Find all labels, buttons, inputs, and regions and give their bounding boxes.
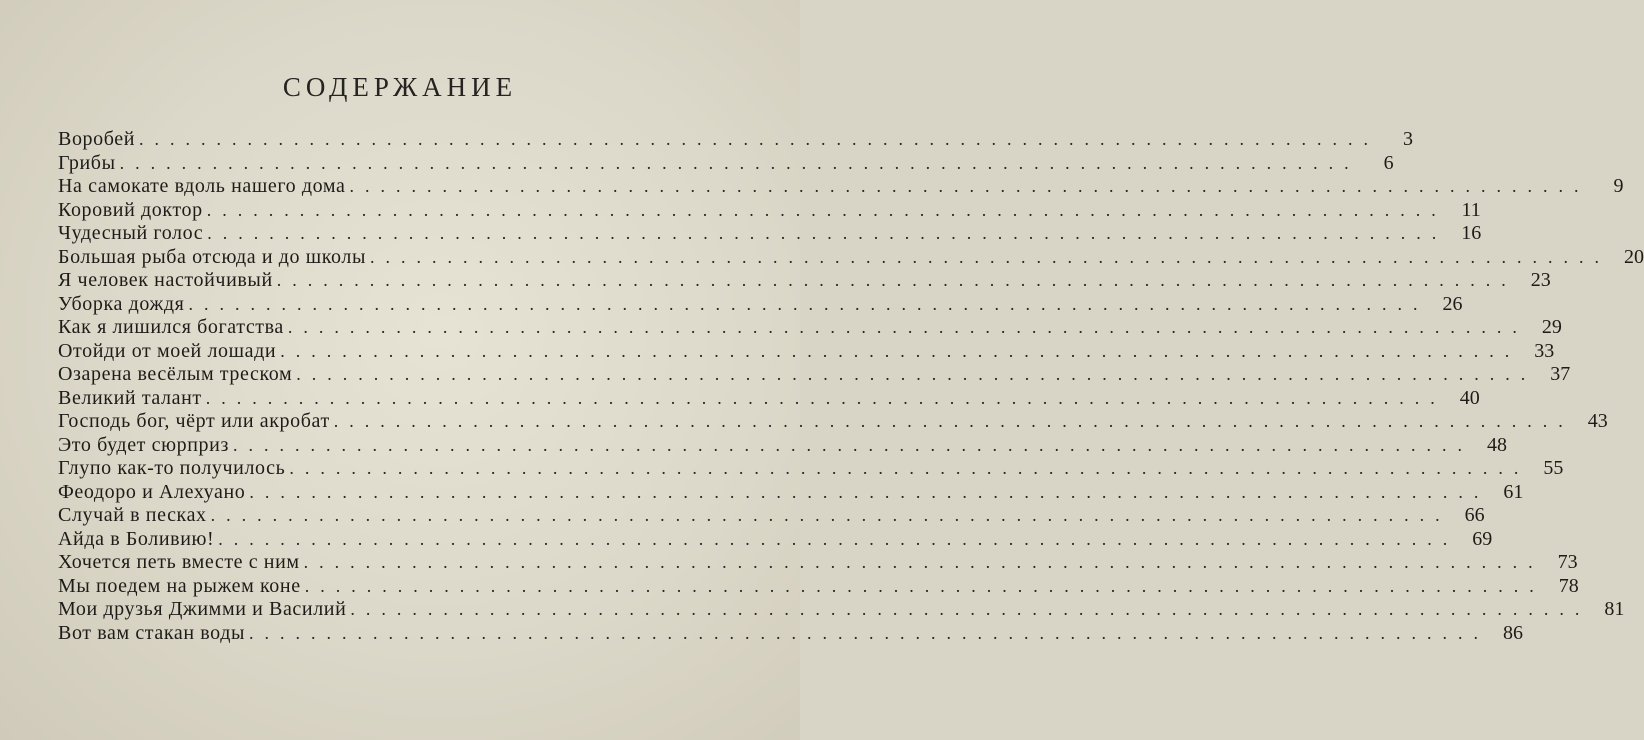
toc-entry-title: Хочется петь вместе с ним <box>58 551 300 573</box>
toc-entry <box>58 386 1480 411</box>
toc-entry <box>58 269 1551 293</box>
toc-entry-title: Я человек настойчивый <box>58 269 273 291</box>
toc-entry-title: Айда в Боливию! <box>58 527 215 550</box>
toc-entry <box>58 574 1579 599</box>
toc-entry-page-number: 29 <box>1541 316 1562 338</box>
toc-entry-page-number: 37 <box>1550 363 1571 385</box>
toc-leader-dots: ................................................................................ <box>119 152 1360 173</box>
toc-leader-dots: ................................................................................ <box>304 575 1545 596</box>
toc-entry-page-number: 9 <box>1613 175 1624 197</box>
toc-entry-page-number: 23 <box>1530 269 1551 291</box>
toc-entry <box>58 410 1608 434</box>
toc-entry-title: Озарена весёлым треском <box>58 363 293 385</box>
toc-entry-page-number: 33 <box>1534 339 1555 362</box>
table-of-contents <box>58 128 1644 645</box>
toc-entry-title: Вот вам стакан воды <box>58 621 246 644</box>
toc-entry-page-number: 61 <box>1503 480 1524 503</box>
toc-entry <box>58 551 1578 575</box>
toc-entry <box>58 151 1394 176</box>
toc-entry-page-number: 73 <box>1557 551 1578 573</box>
toc-leader-dots: ................................................................................ <box>280 340 1521 361</box>
toc-entry <box>58 621 1524 646</box>
toc-entry-title: Это будет сюрприз <box>58 433 229 456</box>
toc-entry <box>58 457 1564 481</box>
toc-entry-page-number: 78 <box>1558 574 1579 597</box>
toc-entry-page-number: 3 <box>1403 128 1414 150</box>
toc-entry-title: Чудесный голос <box>58 222 204 244</box>
toc-leader-dots: ................................................................................ <box>207 223 1448 243</box>
toc-leader-dots: ................................................................................ <box>333 411 1574 431</box>
toc-entry-title: Глупо как-то получилось <box>58 457 286 479</box>
toc-entry-title: Коровий доктор <box>58 198 203 221</box>
toc-entry <box>58 245 1644 270</box>
toc-leader-dots: ................................................................................ <box>370 246 1610 267</box>
toc-entry <box>58 292 1463 317</box>
toc-entry-title: На самокате вдоль нашего дома <box>58 175 346 197</box>
toc-entry-title: Грибы <box>58 151 116 174</box>
toc-entry-title: Господь бог, чёрт или акробат <box>58 410 330 432</box>
toc-leader-dots: ................................................................................ <box>296 364 1537 384</box>
toc-leader-dots: ................................................................................ <box>188 293 1429 314</box>
toc-entry-title: Отойди от моей лошади <box>58 339 277 362</box>
toc-leader-dots: ................................................................................ <box>303 552 1544 572</box>
toc-entry-title: Феодоро и Алехуано <box>58 480 246 503</box>
toc-leader-dots: ................................................................................ <box>287 317 1528 337</box>
toc-leader-dots: ................................................................................ <box>249 622 1490 643</box>
toc-entry <box>58 504 1485 528</box>
toc-entry-title: Как я лишился богатства <box>58 316 284 338</box>
toc-leader-dots: ................................................................................ <box>218 528 1459 549</box>
toc-leader-dots: ................................................................................ <box>232 434 1473 455</box>
toc-entry <box>58 175 1624 199</box>
toc-entry-page-number: 26 <box>1442 292 1463 315</box>
toc-leader-dots: ................................................................................ <box>210 505 1451 525</box>
toc-leader-dots: ................................................................................ <box>205 387 1446 408</box>
toc-entry-page-number: 6 <box>1383 151 1394 174</box>
toc-entry-title: Уборка дождя <box>58 292 185 315</box>
toc-entry-title: Воробей <box>58 128 136 150</box>
toc-entry <box>58 339 1555 364</box>
toc-entry <box>58 527 1493 552</box>
page-title: СОДЕРЖАНИЕ <box>282 72 518 102</box>
toc-entry-page-number: 11 <box>1461 198 1481 221</box>
toc-entry <box>58 598 1625 622</box>
toc-entry-title: Мои друзья Джимми и Василий <box>58 598 347 620</box>
toc-entry-title: Большая рыба отсюда и до школы <box>58 245 366 268</box>
toc-leader-dots: ................................................................................ <box>139 129 1380 149</box>
toc-entry <box>58 363 1571 387</box>
toc-entry-page-number: 66 <box>1464 504 1485 526</box>
toc-entry <box>58 222 1482 246</box>
toc-entry-page-number: 48 <box>1486 433 1507 456</box>
toc-entry <box>58 198 1481 223</box>
toc-entry-title: Случай в песках <box>58 504 207 526</box>
toc-entry <box>58 480 1524 505</box>
toc-entry-page-number: 55 <box>1543 457 1564 479</box>
toc-entry <box>58 128 1414 152</box>
toc-leader-dots: ................................................................................ <box>276 270 1517 290</box>
toc-entry-page-number: 20 <box>1624 245 1644 268</box>
toc-entry-page-number: 40 <box>1459 386 1480 409</box>
toc-entry-title: Мы поедем на рыжем коне <box>58 574 301 597</box>
toc-leader-dots: ................................................................................ <box>249 481 1490 502</box>
toc-entry-page-number: 86 <box>1503 621 1524 644</box>
toc-leader-dots: ................................................................................ <box>289 458 1530 478</box>
toc-entry-title: Великий талант <box>58 386 202 409</box>
toc-entry <box>58 316 1562 340</box>
toc-leader-dots: ................................................................................ <box>349 176 1590 196</box>
toc-entry-page-number: 16 <box>1461 222 1482 244</box>
toc-leader-dots: ................................................................................ <box>350 599 1591 619</box>
toc-leader-dots: ................................................................................ <box>206 199 1447 220</box>
toc-entry-page-number: 81 <box>1604 598 1625 620</box>
toc-entry-page-number: 69 <box>1472 527 1493 550</box>
toc-entry <box>58 433 1507 458</box>
toc-entry-page-number: 43 <box>1587 410 1608 432</box>
